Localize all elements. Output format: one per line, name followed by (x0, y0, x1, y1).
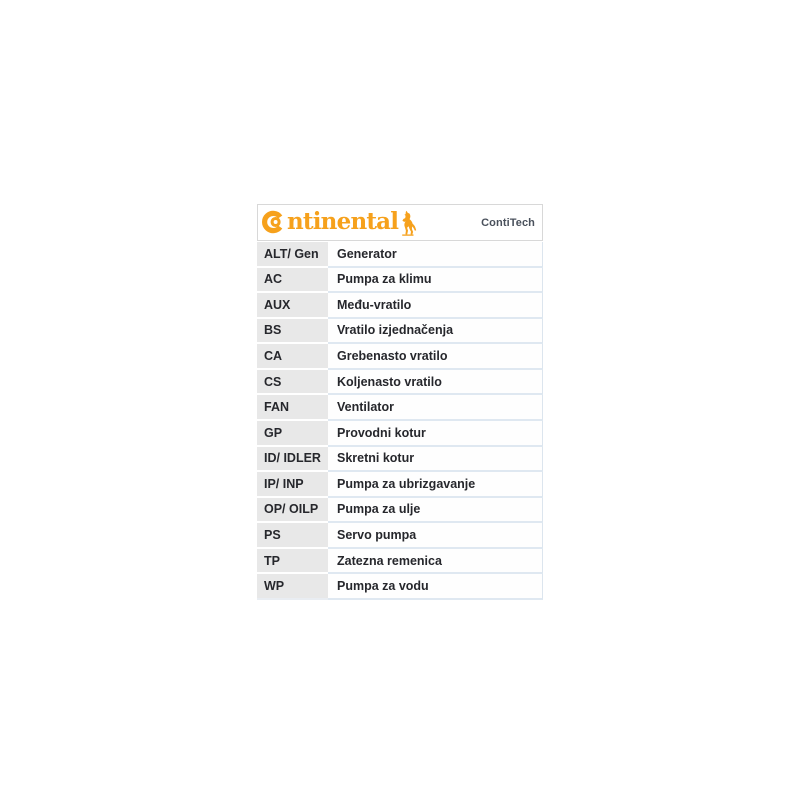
label-cell: Vratilo izjednačenja (328, 319, 543, 345)
rearing-horse-icon (399, 210, 418, 236)
table-row (257, 574, 543, 600)
code-cell: CA (257, 344, 328, 370)
brand-header (257, 204, 543, 241)
table-row (257, 344, 543, 370)
label-cell: Među-vratilo (328, 293, 543, 319)
code-cell: FAN (257, 395, 328, 421)
label-cell: Pumpa za klimu (328, 268, 543, 294)
code-cell: BS (257, 319, 328, 345)
label-cell: Skretni kotur (328, 447, 543, 473)
label-cell: Provodni kotur (328, 421, 543, 447)
continental-logo (262, 209, 418, 236)
table-row (257, 395, 543, 421)
code-cell: OP/ OILP (257, 498, 328, 524)
code-cell: ID/ IDLER (257, 447, 328, 473)
table-row (257, 523, 543, 549)
table-row (257, 268, 543, 294)
code-cell: IP/ INP (257, 472, 328, 498)
code-cell: GP (257, 421, 328, 447)
label-cell: Pumpa za vodu (328, 574, 543, 600)
table-row (257, 242, 543, 268)
label-cell: Generator (328, 242, 543, 268)
code-cell: PS (257, 523, 328, 549)
code-cell: WP (257, 574, 328, 600)
label-cell: Grebenasto vratilo (328, 344, 543, 370)
label-cell: Pumpa za ulje (328, 498, 543, 524)
table-row (257, 472, 543, 498)
label-cell: Pumpa za ubrizgavanje (328, 472, 543, 498)
table-row (257, 319, 543, 345)
label-cell: Servo pumpa (328, 523, 543, 549)
label-cell: Ventilator (328, 395, 543, 421)
table-row (257, 421, 543, 447)
label-cell: Koljenasto vratilo (328, 370, 543, 396)
code-cell: TP (257, 549, 328, 575)
label-cell: Zatezna remenica (328, 549, 543, 575)
table-row (257, 293, 543, 319)
code-cell: AC (257, 268, 328, 294)
code-cell: AUX (257, 293, 328, 319)
table-row (257, 498, 543, 524)
contitech-label: ContiTech (481, 216, 535, 229)
code-cell: CS (257, 370, 328, 396)
abbreviation-table (257, 242, 543, 600)
continental-c-o-mark (262, 209, 289, 236)
code-cell: ALT/ Gen (257, 242, 328, 268)
table-row (257, 447, 543, 473)
continental-wordmark-text: ntinental (287, 207, 399, 235)
table-row (257, 370, 543, 396)
table-row (257, 549, 543, 575)
abbreviation-legend-sheet (257, 204, 543, 600)
